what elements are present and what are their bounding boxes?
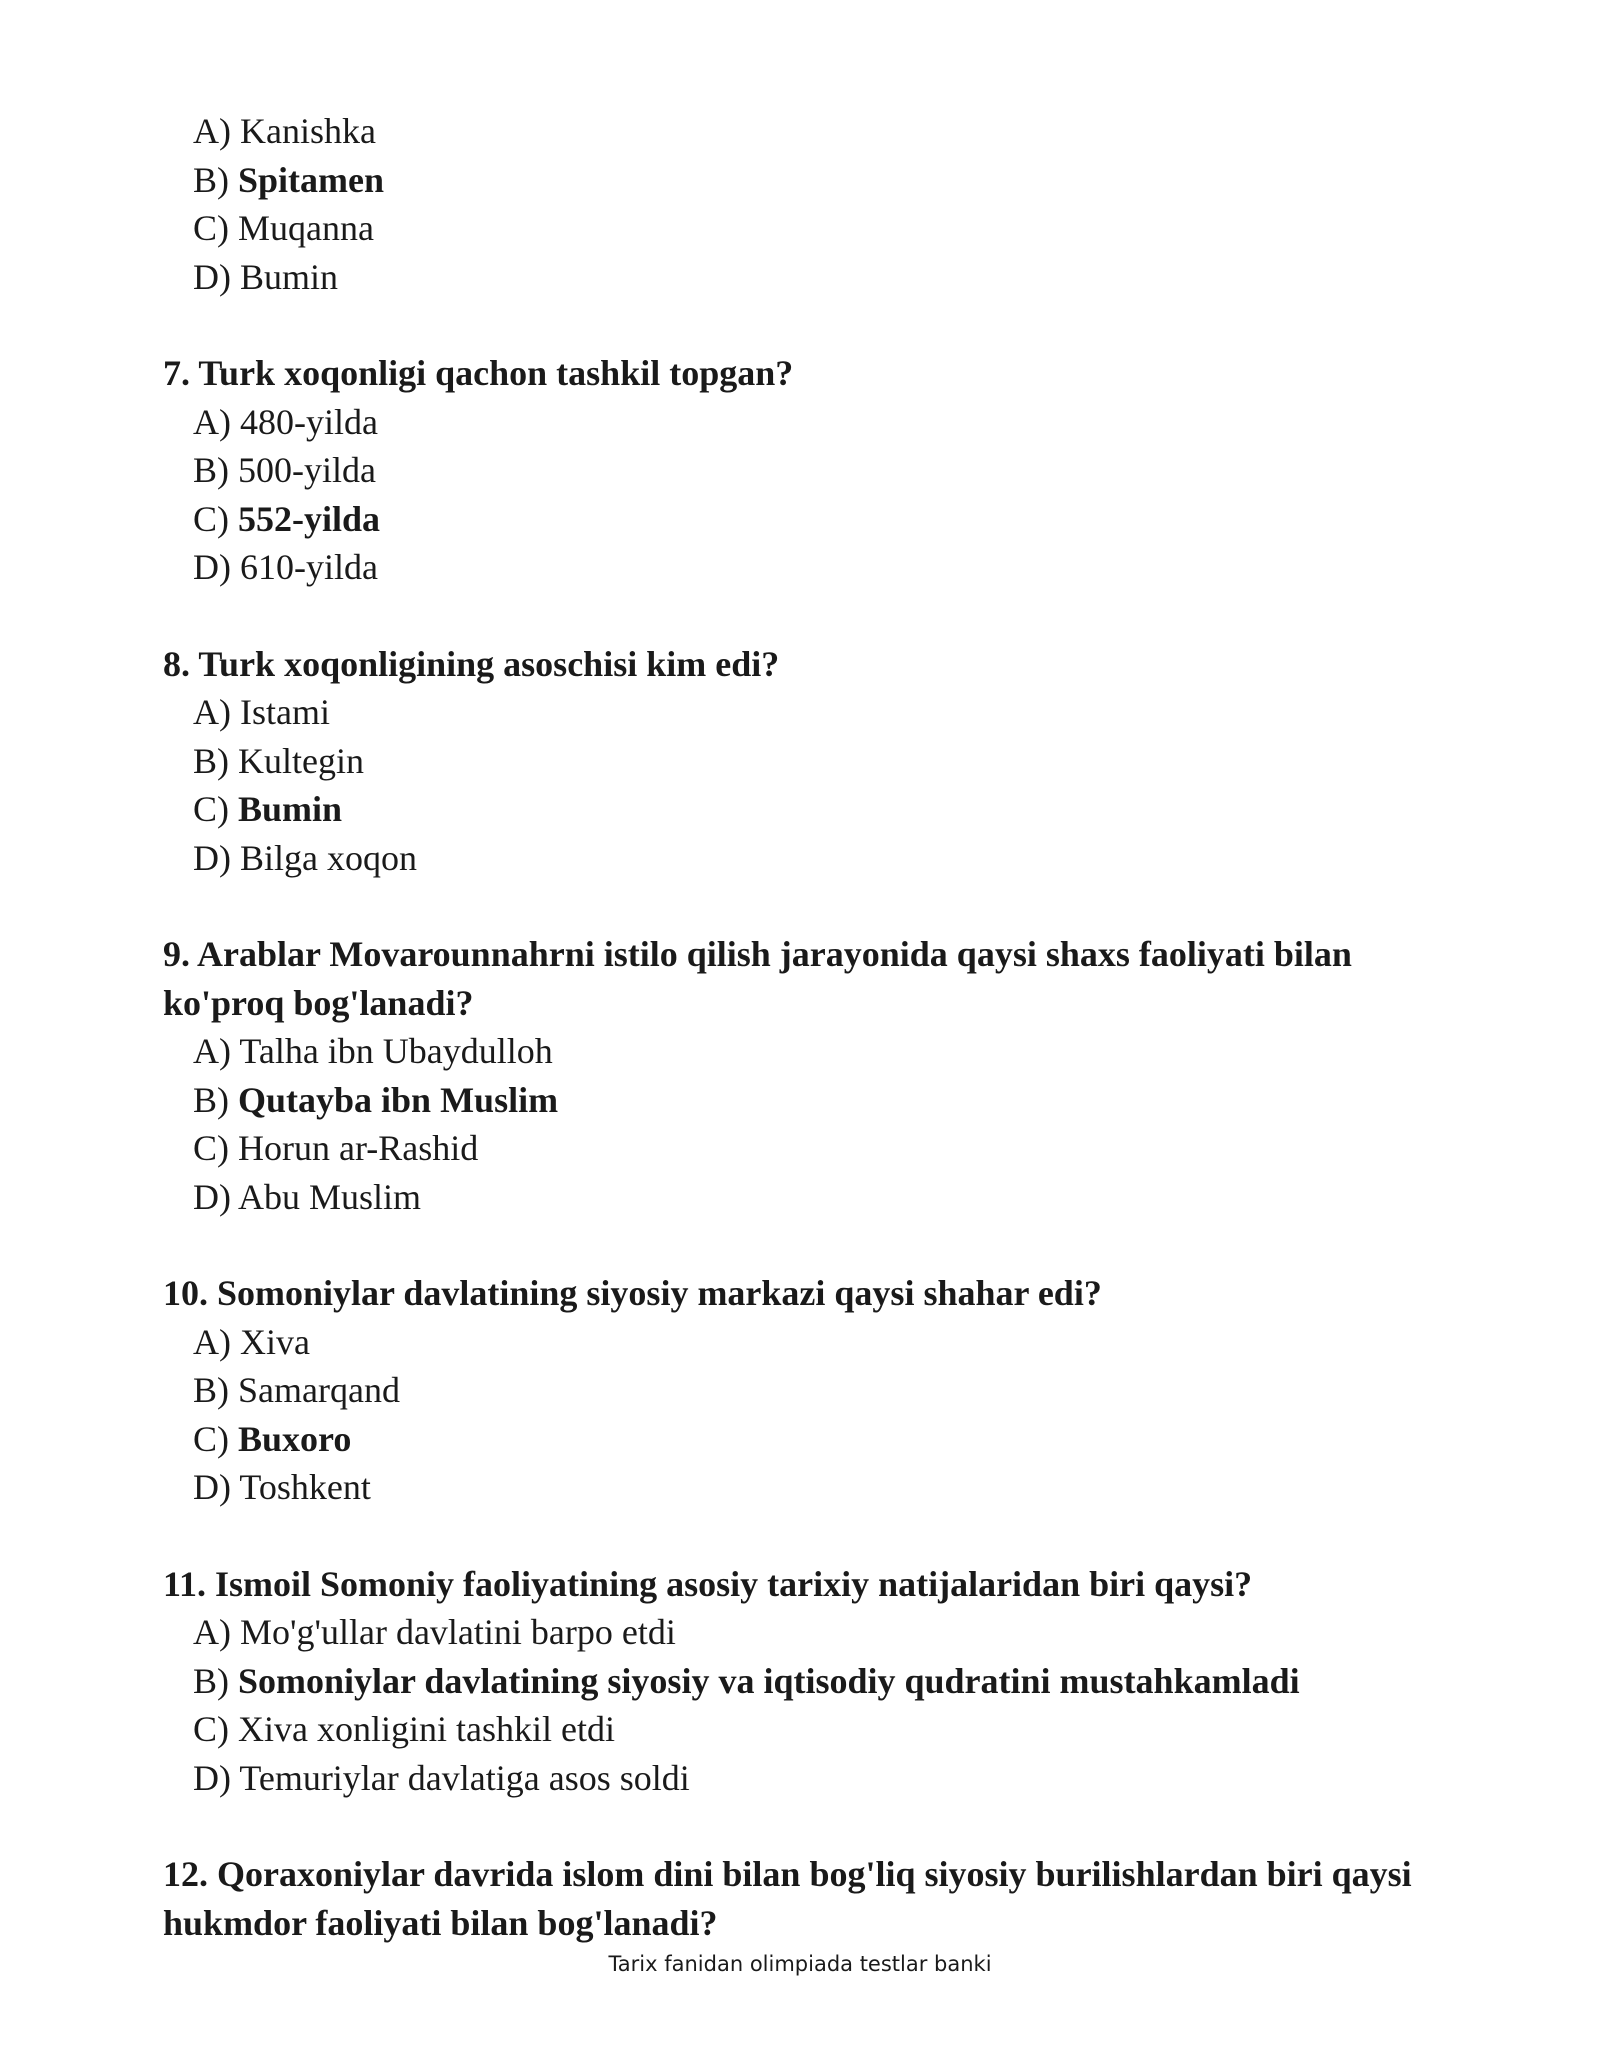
option-text: Samarqand <box>238 1370 400 1410</box>
answer-option <box>163 253 1463 302</box>
answer-option <box>163 1463 1463 1512</box>
answer-option <box>163 156 1463 205</box>
answer-option <box>163 1705 1463 1754</box>
option-text: Toshkent <box>239 1467 371 1507</box>
answer-option <box>163 737 1463 786</box>
answer-option <box>163 446 1463 495</box>
question-list <box>163 107 1463 1995</box>
option-letter: B) <box>193 450 229 490</box>
option-letter: B) <box>193 1079 229 1120</box>
question-text: 10. Somoniylar davlatining siyosiy markazi qaysi shahar edi? <box>163 1273 1102 1313</box>
option-text: Bilga xoqon <box>240 837 417 878</box>
question-block <box>163 1560 1463 1803</box>
question-text: 11. Ismoil Somoniy faoliyatining asosiy tarixiy natijalaridan biri qaysi? <box>163 1563 1253 1604</box>
answer-option <box>163 1173 1463 1222</box>
question-block <box>163 1269 1463 1512</box>
option-letter: B) <box>193 1660 229 1701</box>
answer-option <box>163 834 1463 883</box>
answer-option <box>163 1366 1463 1415</box>
option-letter: B) <box>193 1370 229 1410</box>
option-letter: C) <box>193 1418 229 1459</box>
answer-option <box>163 1318 1463 1367</box>
answer-option <box>163 1608 1463 1657</box>
option-text: Mo'g'ullar davlatini barpo etdi <box>240 1612 676 1652</box>
answer-option <box>163 688 1463 737</box>
option-letter: D) <box>193 1467 231 1507</box>
answer-option <box>163 204 1463 253</box>
option-text: 500-yilda <box>238 450 376 490</box>
question-block <box>163 930 1463 1221</box>
answer-option <box>163 1027 1463 1076</box>
option-text-correct: Somoniylar davlatining siyosiy va iqtisodiy qudratini mustahkamladi <box>238 1660 1300 1701</box>
option-text: Xiva xonligini tashkil etdi <box>238 1709 615 1749</box>
option-letter: C) <box>193 208 229 248</box>
option-letter: A) <box>193 1612 231 1652</box>
question-text: 12. Qoraxoniylar davrida islom dini bilan bog'liq siyosiy burilishlardan biri qaysi hukmdor faoliyati bilan bog'lanadi? <box>163 1854 1412 1943</box>
option-text: Kultegin <box>238 740 364 781</box>
answer-option <box>163 398 1463 447</box>
option-text-correct: 552-yilda <box>238 498 381 539</box>
option-letter: A) <box>193 1031 231 1071</box>
answer-option <box>163 1124 1463 1173</box>
option-text: Muqanna <box>238 208 374 248</box>
option-text: Horun ar-Rashid <box>238 1128 479 1168</box>
option-letter: A) <box>193 692 231 732</box>
option-text-correct: Qutayba ibn Muslim <box>238 1079 559 1120</box>
option-letter: B) <box>193 159 229 200</box>
question-block <box>163 640 1463 883</box>
option-text: Abu Muslim <box>238 1176 422 1217</box>
option-letter: A) <box>193 111 231 151</box>
option-letter: D) <box>193 256 231 297</box>
option-letter: A) <box>193 1321 231 1362</box>
option-letter: D) <box>193 837 231 878</box>
option-letter: D) <box>193 1176 231 1217</box>
answer-option <box>163 495 1463 544</box>
answer-option <box>163 107 1463 156</box>
answer-option <box>163 1076 1463 1125</box>
option-letter: C) <box>193 1709 229 1749</box>
option-letter: C) <box>193 498 229 539</box>
question-block <box>163 349 1463 592</box>
answer-option <box>163 543 1463 592</box>
option-text: Xiva <box>240 1321 310 1362</box>
option-text: Talha ibn Ubaydulloh <box>239 1031 553 1071</box>
option-text-correct: Buxoro <box>238 1418 352 1459</box>
option-text: Istami <box>240 692 330 732</box>
answer-option <box>163 1754 1463 1803</box>
question-block <box>163 1850 1463 1947</box>
question-text: 7. Turk xoqonligi qachon tashkil topgan? <box>163 353 794 393</box>
option-letter: C) <box>193 789 229 829</box>
question-text: 8. Turk xoqonligining asoschisi kim edi? <box>163 643 780 684</box>
page-footer: Tarix fanidan olimpiada testlar banki <box>608 1952 992 1976</box>
question-text: 9. Arablar Movarounnahrni istilo qilish jarayonida qaysi shaxs faoliyati bilan ko'proq bog'lanadi? <box>163 934 1352 1023</box>
question-block <box>163 107 1463 301</box>
answer-option <box>163 1415 1463 1464</box>
option-text-correct: Bumin <box>238 789 343 829</box>
option-letter: C) <box>193 1128 229 1168</box>
option-letter: D) <box>193 1757 231 1798</box>
option-text: Bumin <box>240 256 339 297</box>
option-text-correct: Spitamen <box>238 159 385 200</box>
option-letter: B) <box>193 740 229 781</box>
answer-option <box>163 1657 1463 1706</box>
answer-option <box>163 785 1463 834</box>
option-text: 480-yilda <box>240 401 378 442</box>
option-text: 610-yilda <box>240 547 378 587</box>
option-text: Temuriylar davlatiga asos soldi <box>239 1757 690 1798</box>
option-letter: A) <box>193 401 231 442</box>
option-text: Kanishka <box>240 111 376 151</box>
option-letter: D) <box>193 547 231 587</box>
